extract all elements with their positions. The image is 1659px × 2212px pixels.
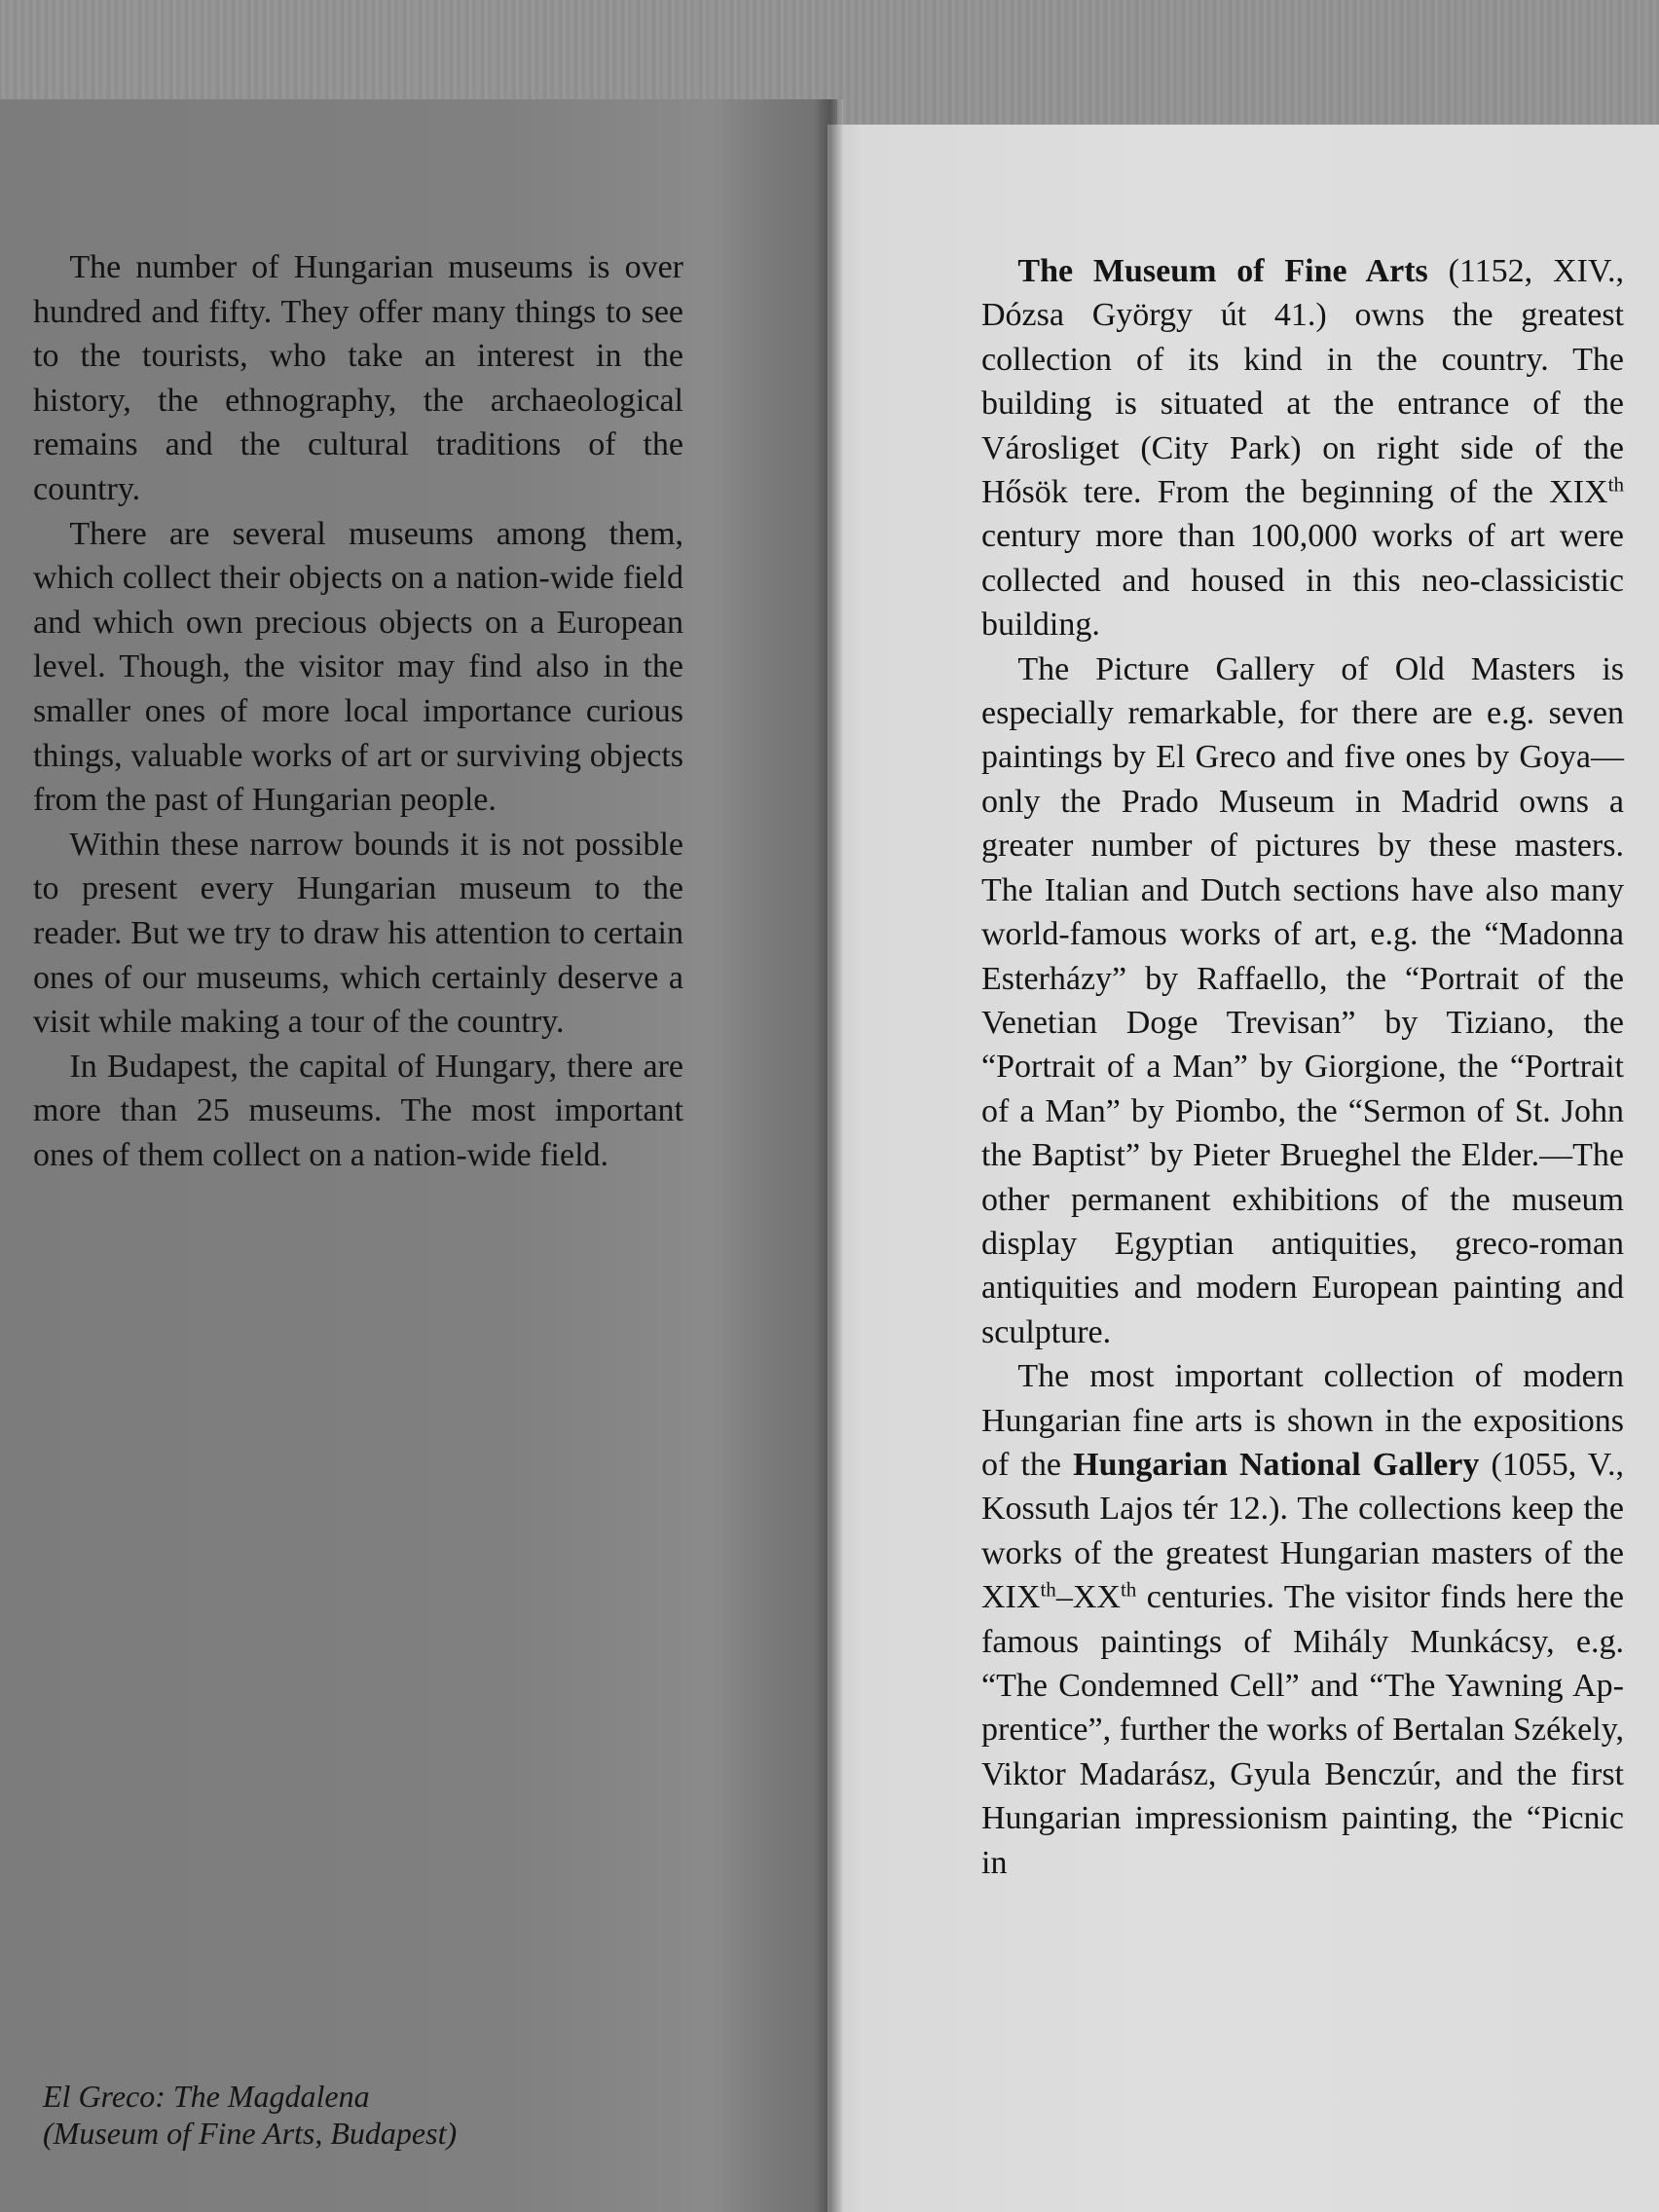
caption-source: (Museum of Fine Arts, Budapest) xyxy=(43,2116,458,2151)
left-text-column xyxy=(33,245,683,1177)
right-paragraph-1 xyxy=(981,249,1624,647)
left-paragraph-4: In Budapest, the capital of Hungary, there are more than 25 museums. The most important ones of them collect on a nation-wide field. xyxy=(33,1048,683,1173)
book-gutter xyxy=(814,99,843,2212)
p3-superscript-1: th xyxy=(1040,1577,1056,1602)
p3-dash: –XX xyxy=(1055,1579,1121,1616)
right-paragraph-2: The Picture Gallery of Old Masters is especially remarkable, for there are e.g. seven paintings by El Greco and five ones by Goya—only the Prado Museum in Madrid owns a greater number of pictures by these masters. The Italian and Dutch sections have also many world-famous works of art, e.g. the “Madonna Esterházy” by Raffaello, the “Portrait of the Venetian Doge Trevisan” by Tiziano, the “Portrait of a Man” by Giorgione, the “Portrait of a Man” by Piombo, the “Sermon of St. John the Baptist” by Pieter Brueghel the Elder.—The other permanent exhibitions of the museum display Egyptian antiquities, greco-roman antiquities and modern European painting and sculpture. xyxy=(981,650,1624,1350)
left-paragraph-3: Within these narrow bounds it is not possible to present every Hungarian museum to the reader. But we try to draw his attention to certain ones of our museums, which certainly deserve a visit while making a tour of the country. xyxy=(33,826,683,1041)
left-paragraph-1: The number of Hungarian museums is over hundred and fifty. They offer many things to see to the tourists, who take an interest in the history, the ethnography, the archaeological remains and the cultural traditions of the country. xyxy=(33,249,683,507)
image-caption xyxy=(43,2078,646,2152)
left-paragraph-2: There are several museums among them, which collect their objects on a nation-wide field and which own precious objects on a European level. Though, the visitor may find also in the smaller ones of more local importance curious things, valuable works of art or surviving objects from the past of Hungarian people. xyxy=(33,515,683,819)
p3-superscript-2: th xyxy=(1120,1577,1137,1602)
caption-title: El Greco: The Magdalena xyxy=(43,2079,370,2114)
p1-text-b: century more than 100,000 works of art were collected and housed in this neo-classicistic building. xyxy=(981,518,1624,644)
right-text-column xyxy=(981,249,1624,1885)
p1-superscript: th xyxy=(1607,472,1624,497)
national-gallery-heading: Hungarian National Gallery xyxy=(1073,1446,1480,1483)
p3-text-a: The most important collection of modern Hungarian fine arts is shown in the expositions of the xyxy=(981,1358,1624,1483)
p1-text-a: (1152, XIV., Dózsa György út 41.) owns the greatest collection of its kind in the country. The building is situated at the entrance of the Városliget (City Park) on right side of the Hősök tere. From the beginning of the XIX xyxy=(981,253,1625,511)
museum-fine-arts-heading: The Museum of Fine Arts xyxy=(1017,253,1428,289)
right-paragraph-3 xyxy=(981,1354,1624,1885)
p3-text-c: centuries. The visitor finds here the famous paintings of Mihály Munkácsy, e.g. “The Condemned Cell” and “The Yawning Apprentice”, further the works of Bertalan Székely, Viktor Madarász, Gyula Benczúr, and the first Hungarian impressionism painting, the “Picnic in xyxy=(981,1579,1624,1881)
p3-text-b: (1055, V., Kossuth Lajos tér 12.). The collections keep the works of the greatest Hungarian masters of the XIX xyxy=(981,1446,1624,1616)
